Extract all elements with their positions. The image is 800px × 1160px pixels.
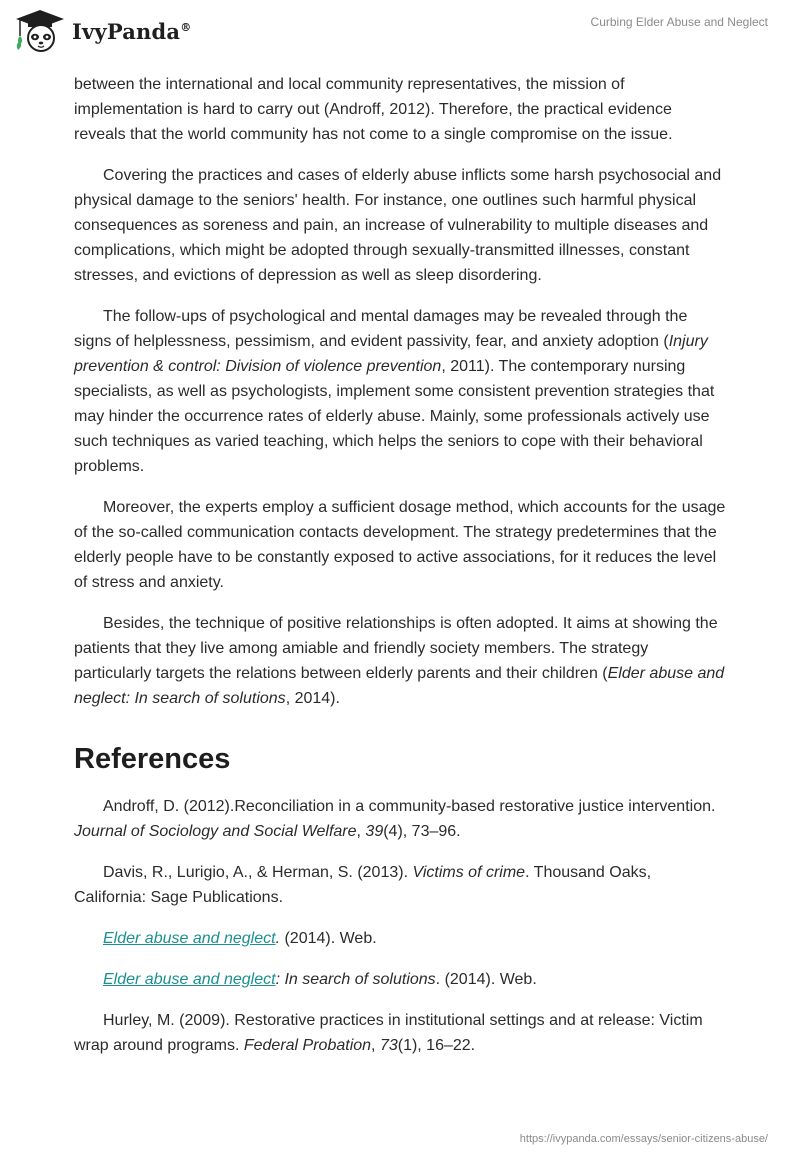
reference-item: Elder abuse and neglect. (2014). Web.: [103, 930, 377, 947]
reference-link[interactable]: Elder abuse and neglect: [103, 971, 276, 988]
brand-name: IvyPanda®: [72, 18, 192, 44]
paragraph-3: The follow-ups of psychological and mental damages may be revealed through the signs of helplessness, pessimism, and evident passivity, fear, and anxiety adoption (Injury prevention & control: Division of violence prevention, 2011). The contemporary nursing specialists, as well as psychologists, implement some consistent prevention strategies that may hinder the occurrence rates of elderly abuse. Mainly, some professionals actively use such techniques as varied teaching, which helps the seniors to cope with their behavioral problems.: [74, 308, 715, 475]
citation-title: Elder abuse and neglect: In search of solutions: [74, 665, 725, 707]
references-list: [74, 794, 726, 1058]
references-heading: References: [74, 743, 231, 775]
paragraph-4: Moreover, the experts employ a sufficient dosage method, which accounts for the usage of the so-called communication contacts development. The strategy predetermines that the elderly people have to be constantly exposed to active associations, for it reduces the level of stress and anxiety.: [74, 499, 726, 591]
citation-title: Injury prevention & control: Division of violence prevention: [74, 333, 708, 375]
document-title: Curbing Elder Abuse and Neglect: [590, 15, 768, 29]
essay-content: [74, 72, 726, 1074]
paragraph-1: between the international and local community representatives, the mission of implementation is hard to carry out (Androff, 2012). Therefore, the practical evidence reveals that the world community has not come to a single compromise on the issue.: [74, 76, 673, 143]
reference-item: Davis, R., Lurigio, A., & Herman, S. (2013). Victims of crime. Thousand Oaks, California: Sage Publications.: [74, 864, 652, 906]
panda-graduate-icon: [14, 8, 66, 54]
reference-item: Androff, D. (2012).Reconciliation in a community-based restorative justice intervention. Journal of Sociology and Social Welfare, 39(4), 73–96.: [74, 798, 716, 840]
registered-mark: ®: [180, 20, 192, 34]
paragraph-2: Covering the practices and cases of elderly abuse inflicts some harsh psychosocial and physical damage to the seniors' health. For instance, one outlines such harmful physical consequences as soreness and pain, an increase of vulnerability to multiple diseases and complications, which might be adopted through sexually-transmitted illnesses, constant stresses, and evictions of depression as well as sleep disordering.: [74, 167, 722, 284]
page-header: [0, 0, 800, 70]
ivypanda-logo[interactable]: [14, 8, 191, 54]
source-url[interactable]: https://ivypanda.com/essays/senior-citizens-abuse/: [519, 1133, 768, 1145]
reference-link[interactable]: Elder abuse and neglect: [103, 930, 276, 947]
reference-item: Elder abuse and neglect: In search of solutions. (2014). Web.: [103, 971, 537, 988]
reference-item: Hurley, M. (2009). Restorative practices in institutional settings and at release: Victim wrap around programs. Federal Probation, 73(1), 16–22.: [74, 1012, 703, 1054]
paragraph-5: Besides, the technique of positive relationships is often adopted. It aims at showing the patients that they live among amiable and friendly society members. The strategy particularly targets the relations between elderly parents and their children (Elder abuse and neglect: In search of solutions, 2014).: [74, 615, 725, 707]
